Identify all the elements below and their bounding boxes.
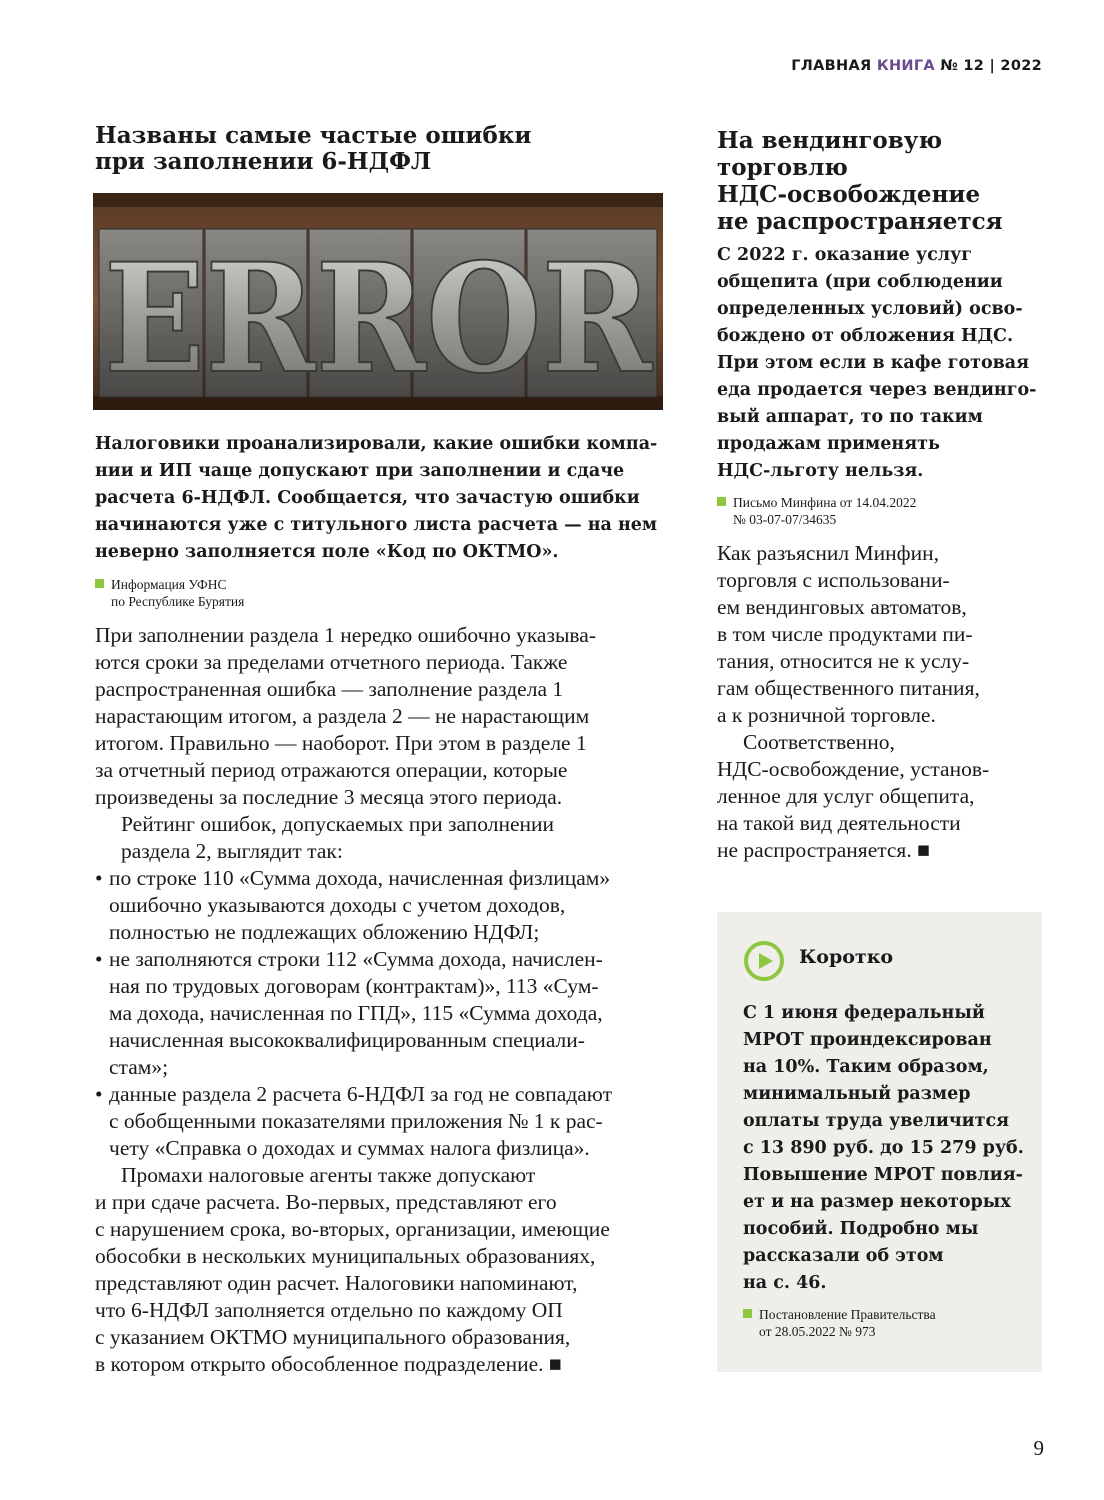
left-article-paragraph-text: Промахи налоговые агенты также допускают и при сдаче расчета. Во-первых, представляют его с нарушением срока, во-вторых, организации, имеющие обособки в нескольких муниципальных образованиях, представляют один расчет. Налоговики напоминают, что 6-НДФЛ заполняется отдельно по каждому ОП с указанием ОКТМО муниципального образования, в котором открыто обособленное подразделение. ■ xyxy=(95,1163,610,1376)
left-article-source xyxy=(95,576,495,610)
left-article-title: Названы самые частые ошибки при заполнении 6-НДФЛ xyxy=(95,122,532,175)
left-article-paragraph xyxy=(95,811,670,865)
source-marker-icon xyxy=(95,579,104,588)
error-letterpress-image xyxy=(93,193,663,410)
list-item: • данные раздела 2 расчета 6-НДФЛ за год не совпадают с обобщенными показателями приложения № 1 к рас- чету «Справка о доходах и суммах налога физлица». xyxy=(95,1081,670,1162)
right-article-source-text: Письмо Минфина от 14.04.2022 № 03-07-07/34635 xyxy=(733,495,917,527)
right-article-title: На вендинговую торговлю НДС-освобождение не распространяется xyxy=(717,127,1003,235)
left-article-paragraph: При заполнении раздела 1 нередко ошибочно указыва- ются сроки за пределами отчетного периода. Также распространенная ошибка — заполнение раздела 1 нарастающим итогом, а раздела 2 — не нарастающим итогом. Правильно — наоборот. При этом в разделе 1 за отчетный период отражаются операции, которые произведены за последние 3 месяца этого периода. xyxy=(95,623,596,809)
left-article-body xyxy=(95,622,670,1378)
brand-name: ГЛАВНАЯ xyxy=(791,58,872,74)
source-marker-icon xyxy=(743,1309,752,1318)
short-news-text: С 1 июня федеральный МРОТ проиндексирован на 10%. Таким образом, минимальный размер оплаты труда увеличится с 13 890 руб. до 15 279 руб. Повышение МРОТ повлия- ет и на размер некоторых пособий. Подробно мы рассказали об этом на с. 46. xyxy=(743,1003,1024,1293)
right-article-body xyxy=(717,540,1047,864)
error-word: ERROR xyxy=(104,231,654,407)
left-article-lead: Налоговики проанализировали, какие ошибки компа- нии и ИП чаще допускают при заполнении и сдаче расчета 6-НДФЛ. Сообщается, что зачастую ошибки начинаются уже с титульного листа расчета — на нем неверно заполняется поле «Код по ОКТМО». xyxy=(95,434,658,562)
short-news-source xyxy=(743,1306,1033,1340)
issue-number: № 12 | 2022 xyxy=(940,58,1042,74)
short-news-heading: Коротко xyxy=(799,946,894,968)
page-number: 9 xyxy=(1033,1436,1044,1460)
left-article-paragraph xyxy=(95,1162,670,1378)
list-item: • не заполняются строки 112 «Сумма дохода, начислен- ная по трудовых договорам (контрактам)», 113 «Сум- ма дохода, начисленная по ГПД», 115 «Сумма дохода, начисленная высококвалифицированным специали- стам»; xyxy=(95,946,670,1081)
right-article-paragraph: Соответственно, НДС-освобождение, установ- ленное для услуг общепита, на такой вид деятельности не распространяется. ■ xyxy=(717,730,990,862)
magazine-header xyxy=(791,58,1042,74)
source-marker-icon xyxy=(717,497,726,506)
play-circle-icon xyxy=(743,940,785,982)
errors-list xyxy=(95,865,670,1162)
right-article-source xyxy=(717,494,1047,528)
left-article-source-text: Информация УФНС по Республике Бурятия xyxy=(111,577,245,609)
left-article-paragraph-text: Рейтинг ошибок, допускаемых при заполнении раздела 2, выглядит так: xyxy=(121,812,555,863)
right-article-paragraph: Как разъяснил Минфин, торговля с использовани- ем вендинговых автоматов, в том числе продуктами пи- тания, относится не к услу- гам общественного питания, а к розничной торговле. xyxy=(717,541,980,727)
list-item: • по строке 110 «Сумма дохода, начисленная физлицам» ошибочно указываются доходы с учетом доходов, полностью не подлежащих обложению НДФЛ; xyxy=(95,865,670,946)
short-news-source-text: Постановление Правительства от 28.05.2022 № 973 xyxy=(759,1307,936,1339)
brand-name-accent: КНИГА xyxy=(876,58,935,74)
short-news-box xyxy=(717,912,1042,1372)
right-article-lead: С 2022 г. оказание услуг общепита (при соблюдении определенных условий) осво- бождено от обложения НДС. При этом если в кафе готовая еда продается через вендинго- вый аппарат, то по таким продажам применять НДС-льготу нельзя. xyxy=(717,245,1037,481)
